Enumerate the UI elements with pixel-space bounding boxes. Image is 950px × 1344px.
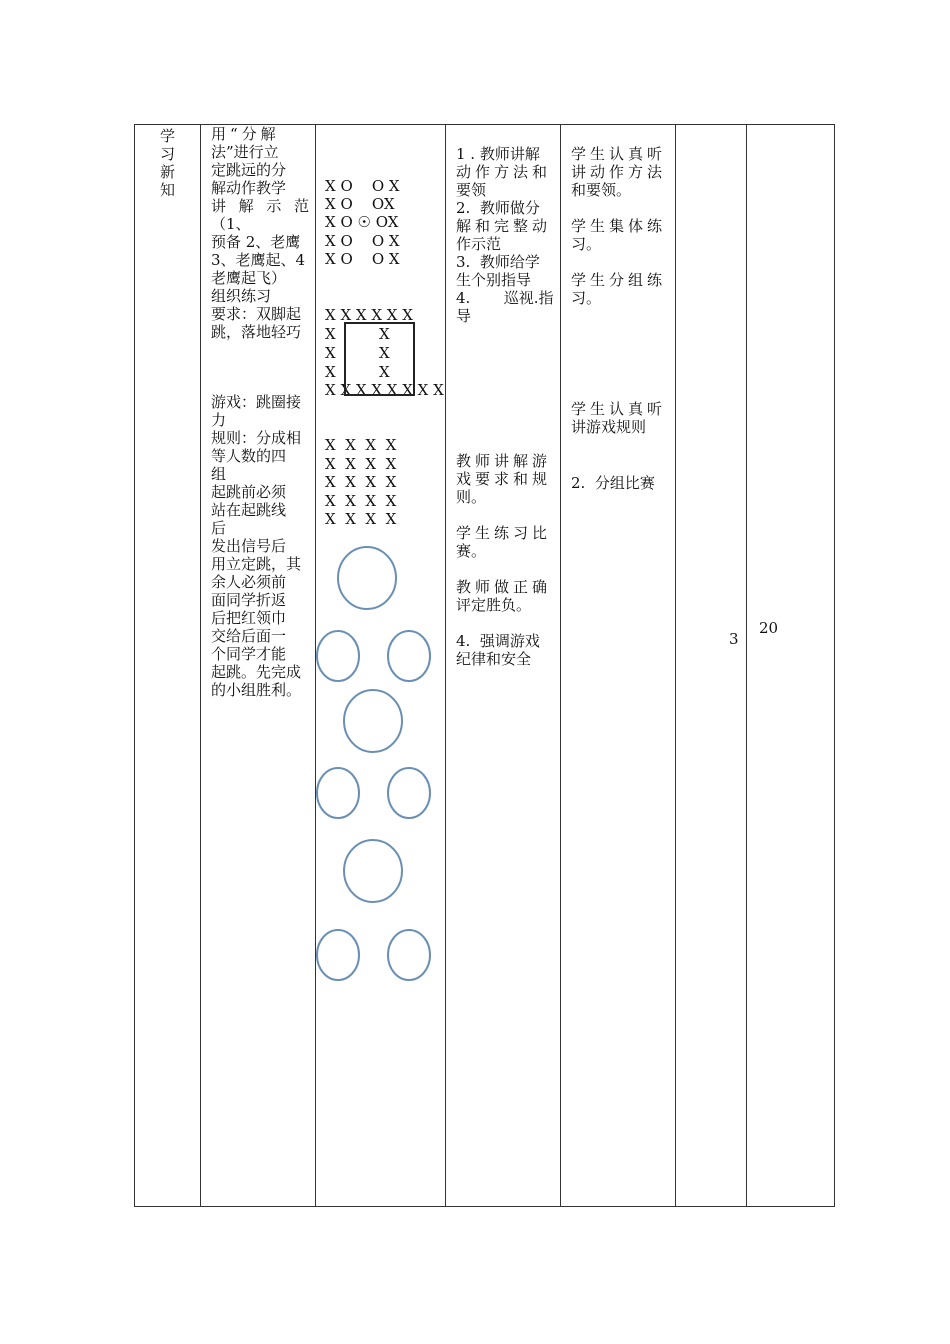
game-line: 组 [211, 465, 227, 483]
student-line: 和要领。 [571, 181, 632, 199]
square-side-left: X [325, 363, 336, 381]
teacher-line: 纪律和安全 [456, 650, 532, 668]
student-block-3 [561, 271, 675, 307]
teacher-line: 解和完整动 [456, 217, 552, 235]
student-line: 2. 分组比赛 [571, 474, 655, 492]
method-line: 解动作教学 [211, 179, 287, 197]
method-line: 预备 2、老鹰 [211, 233, 301, 251]
square-side-left: X [325, 325, 336, 343]
method-line: 3、老鹰起、4 [211, 251, 306, 269]
game-line: 面同学折返 [211, 591, 287, 609]
game-line: 力 [211, 411, 227, 429]
method-line: 讲解示范（1、 [211, 197, 309, 233]
game-line: 个同学才能 [211, 645, 287, 663]
teacher-line: 生个别指导 [456, 271, 532, 289]
group-row: X X X X [325, 492, 397, 510]
group-row: X X X X [325, 510, 397, 528]
teacher-line: 2. 教师做分 [456, 199, 540, 217]
game-line: 起跳。先完成 [211, 663, 302, 681]
square-side-right: X [379, 363, 390, 381]
time-value: 20 [759, 619, 779, 637]
student-line: 学生认真听 [571, 400, 667, 418]
method-line: 要求：双脚起 [211, 305, 302, 323]
section-label: 学习新知 [159, 127, 175, 199]
teacher-block-2 [446, 452, 560, 506]
teacher-line: 要领 [456, 181, 487, 199]
game-line: 发出信号后 [211, 537, 287, 555]
method-line: 定跳远的分 [211, 161, 287, 179]
teacher-line: 作示范 [456, 235, 502, 253]
square-side-left: X [325, 344, 336, 362]
formation-row: X O O X [325, 250, 400, 268]
lesson-table [134, 124, 835, 1207]
student-line: 学生集体练 [571, 217, 667, 235]
teacher-line: 教师讲解游 [456, 452, 552, 470]
game-line: 余人必须前 [211, 573, 287, 591]
game-line: 交给后面一 [211, 627, 287, 645]
game-line: 的小组胜利。 [211, 681, 302, 699]
teacher-line: 赛。 [456, 542, 487, 560]
student-line: 讲游戏规则 [571, 418, 647, 436]
hoop-circle-large [344, 690, 402, 752]
section-cell [135, 125, 201, 1207]
square-top-row: X X X X X X [325, 306, 413, 324]
teacher-block-4 [446, 578, 560, 614]
game-line: 等人数的四 [211, 447, 287, 465]
teacher-line: 则。 [456, 488, 487, 506]
game-rules [201, 393, 315, 699]
square-side-right: X [379, 325, 390, 343]
hoop-circle-small [388, 631, 430, 681]
square-bottom-row: X X X X X X X X [325, 381, 444, 399]
hoop-circles [316, 540, 445, 1020]
teacher-block-5 [446, 632, 560, 668]
diagram-cell [316, 125, 446, 1207]
square-frame [344, 322, 415, 396]
teacher-block-1 [446, 125, 560, 325]
student-line: 习。 [571, 235, 602, 253]
hoop-circle-small [317, 768, 359, 818]
method-line: 组织练习 [211, 287, 272, 305]
group-row: X X X X [325, 436, 397, 454]
method-cell [201, 125, 316, 1207]
teacher-line: 1 . 教师讲解 [456, 145, 540, 163]
formation-row: X O O X [325, 232, 400, 250]
method-line: 老鹰起飞） [211, 269, 287, 287]
teacher-line: 4. 巡视.指 [456, 289, 554, 307]
teacher-line: 评定胜负。 [456, 596, 532, 614]
method-line: 法”进行立 [211, 143, 279, 161]
count-value: 3 [729, 630, 739, 648]
student-line: 讲动作方法 [571, 163, 667, 181]
teacher-line: 动作方法和 [456, 163, 552, 181]
hoop-circle-large [338, 547, 396, 609]
student-block-1 [561, 125, 675, 199]
teacher-line: 戏要求和规 [456, 470, 552, 488]
student-line: 学生分组练 [571, 271, 667, 289]
method-intro [201, 125, 315, 341]
formation-row: X O O X [325, 177, 400, 195]
student-line: 学生认真听 [571, 145, 667, 163]
game-line: 游戏：跳圈接 [211, 393, 302, 411]
student-block-4 [561, 400, 675, 436]
teacher-activity-cell [446, 125, 561, 1207]
hoop-circle-small [388, 930, 430, 980]
hoop-circle-large [344, 840, 402, 902]
student-line: 习。 [571, 289, 602, 307]
teacher-block-3 [446, 524, 560, 560]
group-row: X X X X [325, 473, 397, 491]
game-line: 后把红领巾 [211, 609, 287, 627]
formation-row: X O ☉ OX [325, 213, 399, 231]
time-cell [747, 125, 835, 1207]
count-cell [676, 125, 747, 1207]
hoop-circle-small [317, 631, 359, 681]
method-line: 跳，落地轻巧 [211, 323, 302, 341]
game-line: 起跳前必须 [211, 483, 287, 501]
teacher-line: 4. 强调游戏 [456, 632, 540, 650]
teacher-line: 教师做正确 [456, 578, 552, 596]
hoop-circle-small [317, 930, 359, 980]
student-block-2 [561, 217, 675, 253]
game-line: 站在起跳线 [211, 501, 287, 519]
game-line: 后 [211, 519, 227, 537]
game-line: 用立定跳，其 [211, 555, 302, 573]
teacher-line: 学生练习比 [456, 524, 552, 542]
game-line: 规则：分成相 [211, 429, 302, 447]
hoop-circle-small [388, 768, 430, 818]
teacher-line: 3. 教师给学 [456, 253, 540, 271]
student-block-5 [561, 474, 675, 492]
method-line: 用“分解 [211, 125, 280, 143]
group-row: X X X X [325, 455, 397, 473]
formation-row: X O OX [325, 195, 395, 213]
formation-diagram [316, 125, 445, 1208]
teacher-line: 导 [456, 307, 472, 325]
square-side-right: X [379, 344, 390, 362]
student-activity-cell [561, 125, 676, 1207]
